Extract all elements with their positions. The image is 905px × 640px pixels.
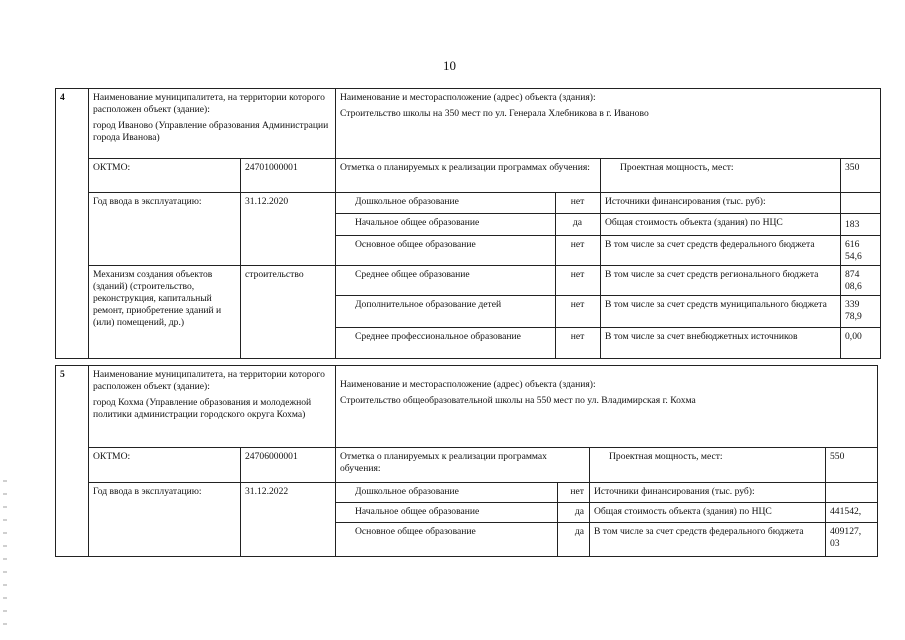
programs-label: Отметка о планируемых к реализации программах обучения: <box>340 162 590 173</box>
municipality-value: город Иваново (Управление образования Администрации города Иванова) <box>93 120 329 143</box>
year-label: Год ввода в эксплуатацию: <box>93 196 202 207</box>
municipality-value: город Кохма (Управление образования и молодежной политики администрации городского округа Кохма) <box>93 397 312 420</box>
oktmo-label: ОКТМО: <box>93 162 131 173</box>
mechanism-label: Механизм создания объектов (зданий) (строительство, реконструкция, капитальный ремонт, приобретение зданий и (или) помещений, др.) <box>93 269 222 328</box>
program-name: Основное общее образование <box>355 239 476 250</box>
financing-value <box>825 483 877 489</box>
financing-label: В том числе за счет средств муниципального бюджета <box>605 299 827 310</box>
program-name: Начальное общее образование <box>355 506 480 517</box>
program-name: Дополнительное образование детей <box>355 299 502 310</box>
program-value: да <box>572 217 583 228</box>
financing-label: Источники финансирования (тыс. руб): <box>594 486 755 497</box>
page-number: 10 <box>443 58 456 73</box>
table-border <box>880 88 881 358</box>
municipality-cell <box>88 89 335 147</box>
financing-value <box>840 193 880 199</box>
table-border <box>55 556 878 557</box>
financing-value: 874 08,6 <box>845 269 862 292</box>
program-name: Среднее общее образование <box>355 269 470 280</box>
financing-value: 0,00 <box>845 331 862 342</box>
object-label: Наименование и месторасположение (адрес) объекта (здания): <box>340 379 596 390</box>
program-name: Дошкольное образование <box>355 486 459 497</box>
financing-value: 441542, <box>830 506 862 517</box>
program-value: нет <box>570 486 584 497</box>
program-name: Начальное общее образование <box>355 217 480 228</box>
financing-value: 183 <box>845 219 860 230</box>
table-border <box>55 88 56 358</box>
object-label: Наименование и месторасположение (адрес) объекта (здания): <box>340 92 596 103</box>
object-value: Строительство общеобразовательной школы на 550 мест по ул. Владимирская г. Кохма <box>340 395 696 406</box>
financing-label: В том числе за счет средств федерального бюджета <box>594 526 804 537</box>
financing-label: Общая стоимость объекта (здания) по НЦС <box>605 217 783 228</box>
financing-label: В том числе за счет внебюджетных источников <box>605 331 798 342</box>
municipality-label: Наименование муниципалитета, на территории которого расположен объект (здание): <box>93 92 325 115</box>
row-index: 4 <box>60 92 65 103</box>
program-value: да <box>574 506 584 517</box>
table-border <box>877 365 878 556</box>
program-value: нет <box>570 299 585 310</box>
table-border <box>55 365 56 556</box>
financing-label: В том числе за счет средств федерального бюджета <box>605 239 815 250</box>
oktmo-label: ОКТМО: <box>93 451 131 462</box>
row-index: 5 <box>60 369 65 380</box>
oktmo-value: 24701000001 <box>245 162 298 173</box>
year-value: 31.12.2020 <box>245 196 289 207</box>
scan-margin-marks <box>3 480 7 630</box>
program-value: да <box>574 526 584 537</box>
financing-value: 409127, 03 <box>830 526 862 549</box>
table-border <box>240 158 241 358</box>
year-value: 31.12.2022 <box>245 486 289 497</box>
object-cell <box>335 89 880 123</box>
year-label: Год ввода в эксплуатацию: <box>93 486 202 497</box>
object-value: Строительство школы на 350 мест по ул. Генерала Хлебникова в г. Иваново <box>340 108 649 119</box>
financing-value: 339 78,9 <box>845 299 862 322</box>
program-value: нет <box>570 269 585 280</box>
capacity-value: 550 <box>830 451 845 462</box>
capacity-label: Проектная мощность, мест: <box>620 162 734 173</box>
program-name: Среднее профессиональное образование <box>355 331 521 342</box>
program-value: нет <box>570 331 585 342</box>
oktmo-value: 24706000001 <box>245 451 298 462</box>
financing-label: В том числе за счет средств регионального бюджета <box>605 269 819 280</box>
financing-value: 616 54,6 <box>845 239 862 262</box>
object-cell <box>335 376 877 410</box>
program-value: нет <box>570 196 585 207</box>
program-name: Основное общее образование <box>355 526 476 537</box>
financing-label: Источники финансирования (тыс. руб): <box>605 196 766 207</box>
capacity-value: 350 <box>845 162 860 173</box>
financing-label: Общая стоимость объекта (здания) по НЦС <box>594 506 772 517</box>
program-name: Дошкольное образование <box>355 196 459 207</box>
table-border <box>55 358 881 359</box>
municipality-label: Наименование муниципалитета, на территории которого расположен объект (здание): <box>93 369 325 392</box>
mechanism-value: строительство <box>245 269 304 280</box>
program-value: нет <box>570 239 585 250</box>
capacity-label: Проектная мощность, мест: <box>609 451 723 462</box>
programs-label: Отметка о планируемых к реализации программах обучения: <box>340 451 547 474</box>
municipality-cell <box>88 366 335 424</box>
